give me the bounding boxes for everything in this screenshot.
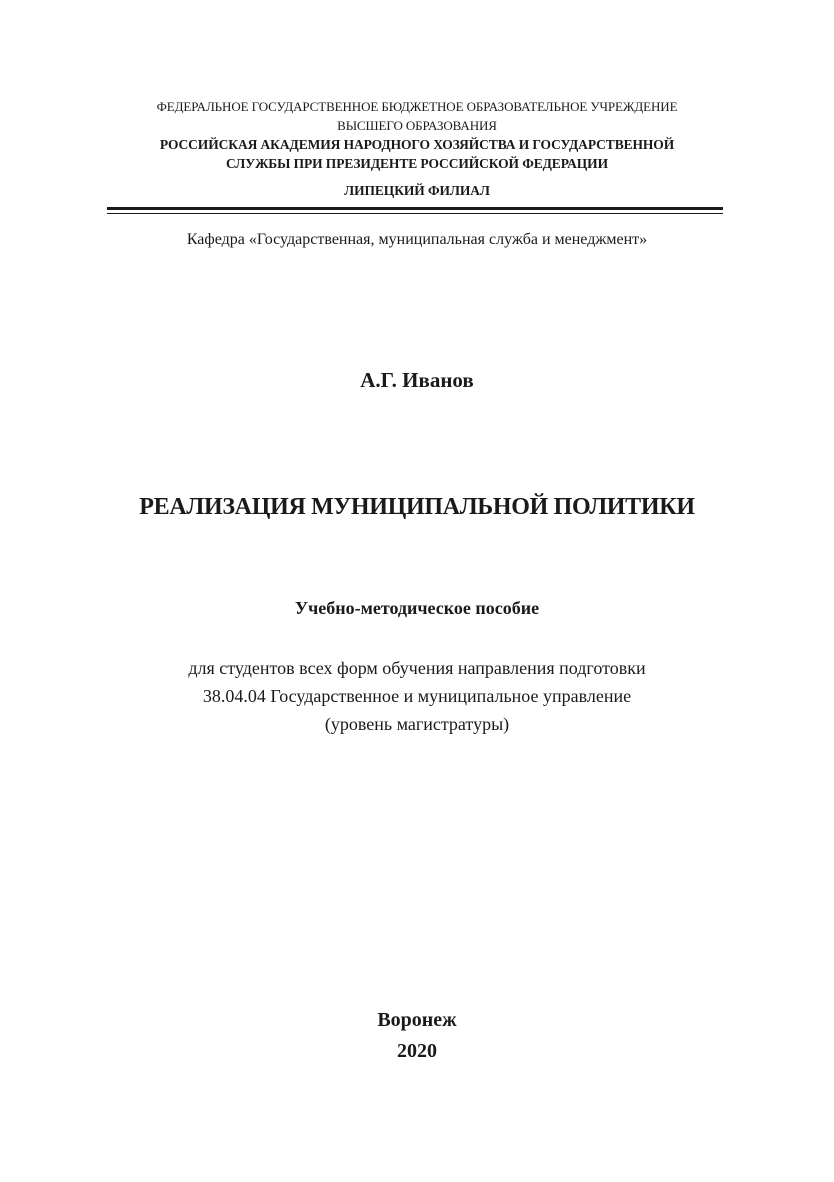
- academy-name-line-1: РОССИЙСКАЯ АКАДЕМИЯ НАРОДНОГО ХОЗЯЙСТВА И ГОСУДАРСТВЕННОЙ: [159, 137, 675, 152]
- publication-city: Воронеж: [377, 1009, 457, 1031]
- education-level-line: ВЫСШЕГО ОБРАЗОВАНИЯ: [337, 118, 497, 133]
- audience-line-3: (уровень магистратуры): [324, 714, 510, 734]
- audience-line-1: для студентов всех форм обучения направления подготовки: [188, 658, 646, 678]
- document-title: РЕАЛИЗАЦИЯ МУНИЦИПАЛЬНОЙ ПОЛИТИКИ: [139, 494, 695, 520]
- author-name: А.Г. Иванов: [360, 368, 474, 392]
- document-subtitle: Учебно-методическое пособие: [294, 598, 540, 618]
- header-divider-thick: [107, 207, 723, 210]
- branch-name: ЛИПЕЦКИЙ ФИЛИАЛ: [344, 183, 490, 198]
- department-name: Кафедра «Государственная, муниципальная служба и менеджмент»: [186, 231, 648, 248]
- header-divider-thin: [107, 213, 723, 214]
- academy-name-line-2: СЛУЖБЫ ПРИ ПРЕЗИДЕНТЕ РОССИЙСКОЙ ФЕДЕРАЦИИ: [225, 156, 608, 171]
- publication-year: 2020: [397, 1040, 437, 1062]
- audience-line-2: 38.04.04 Государственное и муниципальное управление: [202, 686, 632, 706]
- institution-type-line: ФЕДЕРАЛЬНОЕ ГОСУДАРСТВЕННОЕ БЮДЖЕТНОЕ ОБРАЗОВАТЕЛЬНОЕ УЧРЕЖДЕНИЕ: [156, 99, 678, 114]
